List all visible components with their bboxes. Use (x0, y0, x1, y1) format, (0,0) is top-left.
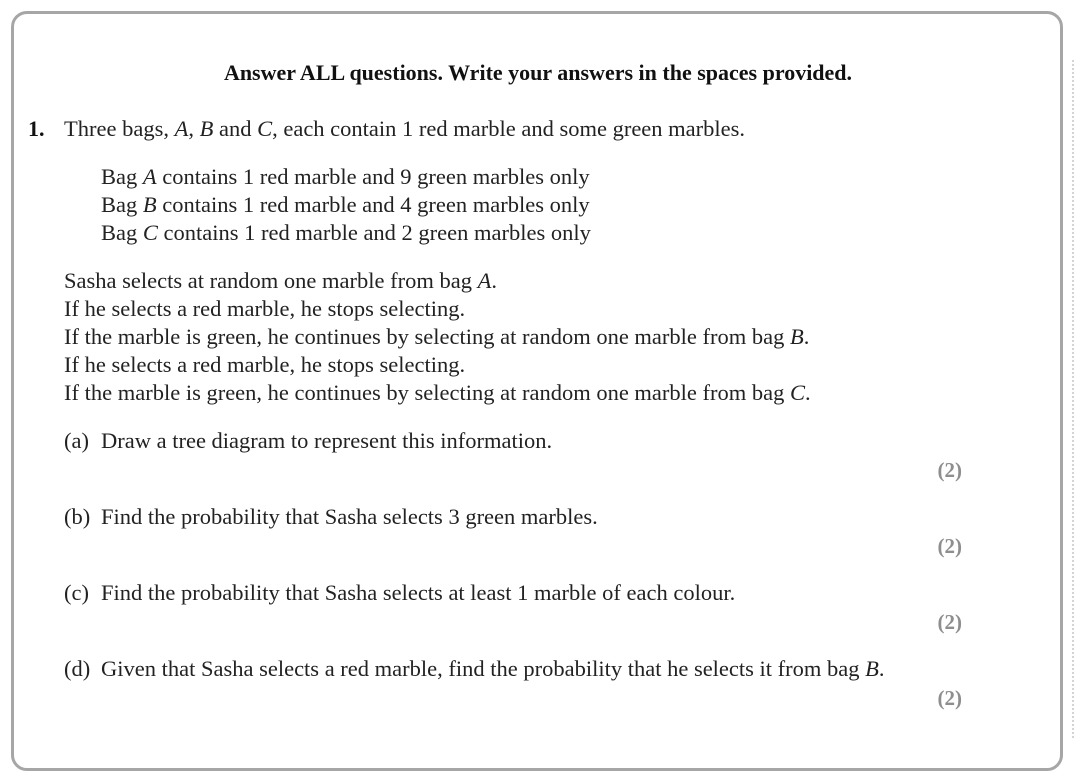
text-run: and (213, 116, 258, 141)
part-c-label: (c) (64, 580, 89, 605)
description-line-1 (64, 268, 497, 294)
description-line-3 (64, 324, 809, 350)
text-run: Given that Sasha selects a red marble, find the probability that he selects it from bag (101, 656, 866, 681)
bag-variable: A (174, 116, 189, 141)
part-d-label: (d) (64, 656, 91, 681)
text-run: . (878, 656, 885, 681)
part-c (64, 580, 735, 606)
part-a-text (101, 428, 552, 453)
text-run: Bag (101, 164, 143, 189)
description-line-4 (64, 352, 465, 378)
bag-c-line (101, 220, 591, 246)
text-run: , (188, 116, 200, 141)
bag-variable: B (199, 116, 214, 141)
part-b (64, 504, 598, 530)
part-a-label: (a) (64, 428, 89, 453)
question-intro (64, 116, 745, 142)
text-run: . (803, 324, 810, 349)
bag-b-line (101, 192, 590, 218)
bag-variable: C (142, 220, 158, 245)
text-run: contains 1 red marble and 9 green marbles only (156, 164, 590, 189)
question-number: 1. (28, 116, 45, 141)
bag-variable: B (790, 324, 804, 349)
text-run: If he selects a red marble, he stops selecting. (64, 296, 466, 321)
description-line-5 (64, 380, 811, 406)
text-run: Draw a tree diagram to represent this information. (101, 428, 553, 453)
part-c-marks: (2) (937, 610, 962, 634)
text-run: Sasha selects at random one marble from bag (64, 268, 478, 293)
part-a (64, 428, 552, 454)
page-edge-dots (1072, 60, 1074, 738)
part-b-label: (b) (64, 504, 91, 529)
bag-variable: B (865, 656, 879, 681)
bag-variable: C (790, 380, 806, 405)
text-run: If the marble is green, he continues by selecting at random one marble from bag (64, 324, 790, 349)
text-run: If he selects a red marble, he stops selecting. (64, 352, 466, 377)
bag-a-line (101, 164, 590, 190)
bag-variable: C (257, 116, 273, 141)
part-d-marks: (2) (937, 686, 962, 710)
text-run: If the marble is green, he continues by selecting at random one marble from bag (64, 380, 790, 405)
part-a-marks: (2) (937, 458, 962, 482)
part-b-marks: (2) (937, 534, 962, 558)
description-line-2 (64, 296, 465, 322)
text-run: Bag (101, 192, 143, 217)
text-run: Find the probability that Sasha selects at least 1 marble of each colour. (101, 580, 736, 605)
text-run: . (491, 268, 497, 293)
bag-variable: A (142, 164, 157, 189)
instructions-heading: Answer ALL questions. Write your answers in the spaces provided. (223, 60, 853, 85)
text-run: Three bags, (64, 116, 175, 141)
part-c-text (101, 580, 735, 605)
part-d-text (101, 656, 885, 681)
text-run: contains 1 red marble and 2 green marbles only (157, 220, 591, 245)
text-run: . (805, 380, 811, 405)
text-run: contains 1 red marble and 4 green marbles only (156, 192, 590, 217)
text-run: Bag (101, 220, 143, 245)
bag-variable: B (142, 192, 157, 217)
bag-variable: A (477, 268, 492, 293)
text-run: , each contain 1 red marble and some green marbles. (272, 116, 746, 141)
text-run: Find the probability that Sasha selects 3 green marbles. (101, 504, 598, 529)
part-d (64, 656, 885, 682)
part-b-text (101, 504, 598, 529)
